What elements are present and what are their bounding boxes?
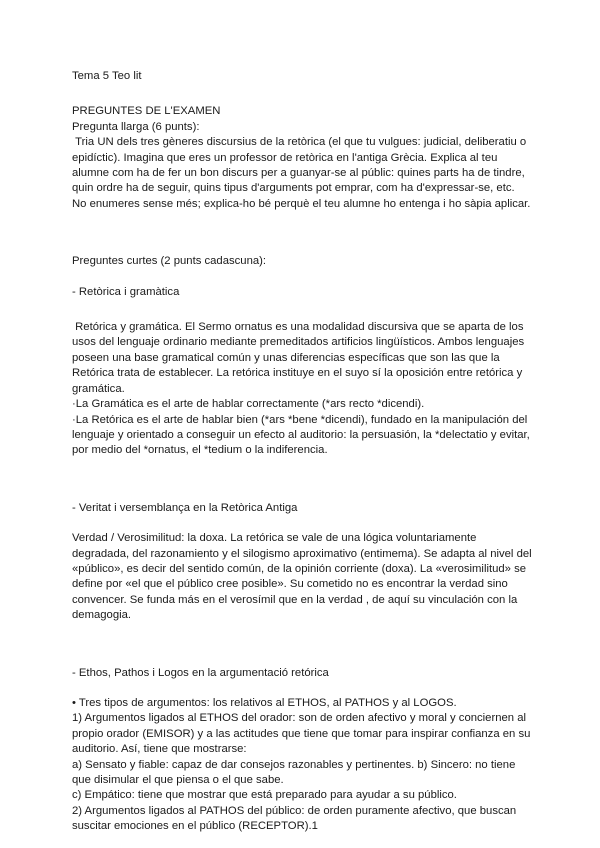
section3-line: 1) Argumentos ligados al ETHOS del orador: son de orden afectivo y moral y conciernen al propio orador (EMISOR) y a las actitudes que tiene que tomar para inspirar confianza en su auditorio. Así, tiene que mostrarse: bbox=[72, 712, 531, 756]
section1-heading: - Retòrica i gramàtica bbox=[72, 285, 180, 298]
section3-heading: - Ethos, Pathos i Logos en la argumentació retórica bbox=[72, 666, 329, 679]
long-question-label: Pregunta llarga (6 punts): bbox=[72, 120, 200, 133]
short-questions-label: Preguntes curtes (2 punts cadascuna): bbox=[72, 255, 267, 268]
section3-line: 2) Argumentos ligados al PATHOS del público: de orden puramente afectivo, que buscan suscitar emociones en el público (RECEPTOR).1 bbox=[72, 804, 517, 833]
long-question-text: Tria UN dels tres gèneres discursius de la retòrica (el que tu vulgues: judicial, deliberatiu o epidíctic). Imagina que eres un professor de retòrica en l'antiga Grècia. Explica al teu alumne com ha de fer un bon discurs per a guanyar-se al públic: quines parts ha de tindre, quin ordre ha de seguir, quins tipus d'arguments pot emprar, com ha d'expressar-se, etc. No enumeres sense més; explica-ho bé perquè el teu alumne ho entenga i ho sàpia aplicar. bbox=[72, 136, 531, 210]
section1-paragraph: Retórica y gramática. El Sermo ornatus es una modalidad discursiva que se aparta de los usos del lenguaje ordinario mediante premeditados artificios lingüísticos. Ambos lenguajes poseen una base gramatical común y unas diferencias específicas que son las que la Retórica trata de establecer. La retórica instituye en el suyo sí la oposición entre retórica y gramática. bbox=[72, 321, 528, 395]
section2-paragraph: Verdad / Verosimilitud: la doxa. La retórica se vale de una lógica voluntariamente degradada, del razonamiento y el silogismo aproximativo (entimema). Se adapta al nivel del «público», es decir del sentido común, de la opinión corriente (doxa). La «verosimilitud» se define por «el que el público cree posible». Su cometido no es encontrar la verdad sino convencer. Se funda más en el verosímil que en la verdad , de aquí su vinculación con la demagogia. bbox=[72, 532, 532, 622]
section3-line: a) Sensato y fiable: capaz de dar consejos razonables y pertinentes. b) Sincero: no tiene que disimular el que piensa o el que sabe. bbox=[72, 758, 516, 786]
exam-heading: PREGUNTES DE L'EXAMEN bbox=[72, 105, 221, 118]
document-title: Tema 5 Teo lit bbox=[72, 70, 142, 82]
section3-line: c) Empático: tiene que mostrar que está preparado para ayudar a su público. bbox=[72, 789, 457, 802]
section1-rhetoric-line: ·La Retórica es el arte de hablar bien (*ars *bene *dicendi), fundado en la manipulación del lenguaje y orientado a conseguir un efecto al auditorio: la persuasión, la *delectatio y evitar, por medio del *ornatus, el *tedium o la indiferencia. bbox=[72, 413, 530, 457]
section3-line: • Tres tipos de argumentos: los relativos al ETHOS, al PATHOS y al LOGOS. bbox=[72, 696, 457, 709]
section1-grammar-line: ·La Gramática es el arte de hablar correctamente (*ars recto *dicendi). bbox=[72, 398, 425, 411]
section2-heading: - Veritat i versemblança en la Retòrica Antiga bbox=[72, 501, 298, 514]
